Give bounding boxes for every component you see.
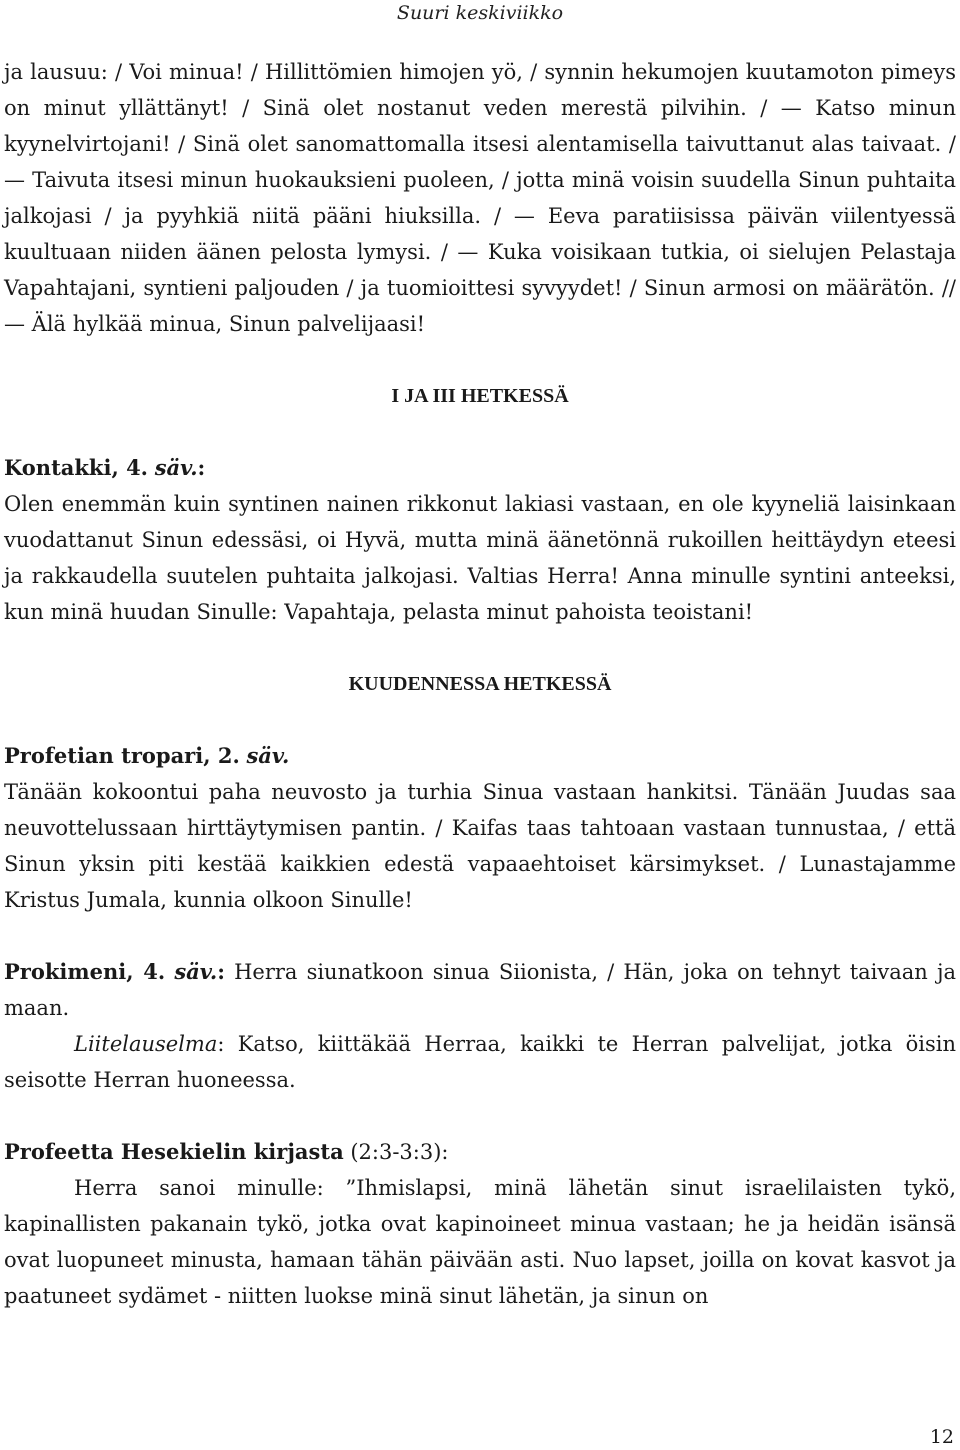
- section-heading-i-iii: I JA III HETKESSÄ: [391, 385, 569, 407]
- kontakki-sav: säv.: [154, 455, 198, 480]
- prokimeni-colon: :: [217, 959, 225, 984]
- reading-ref: (2:3-3:3):: [343, 1140, 449, 1164]
- section-heading-vi: KUUDENNESSA HETKESSÄ: [348, 673, 612, 695]
- reading-heading: [4, 1134, 956, 1170]
- running-header: Suuri keskiviikko: [396, 2, 564, 24]
- reading-title: Profeetta Hesekielin kirjasta: [4, 1139, 344, 1164]
- intro-paragraph: ja lausuu: / Voi minua! / Hillittömien himojen yö, / synnin hekumojen kuutamoton pimeys on minut yllättänyt! / Sinä olet nostanut veden merestä pilvihin. / — Katso minun kyynelvirtojani! / Sinä olet sanomattomalla itsesi alentamisella taivuttanut alas taivaat. / — Taivuta itsesi minun huokauksieni puoleen, / jotta minä voisin suudella Sinun puhtaita jalkojasi / ja pyyhkiä niitä pääni hiuksilla. / — Eeva paratiisissa päivän viilentyessä kuultuaan niiden äänen pelosta lymysi. / — Kuka voisikaan tutkia, oi sielujen Pelastaja Vapahtajani, syntieni paljouden / ja tuomioittesi syvyydet! / Sinun armosi on määrätön. // — Älä hylkää minua, Sinun palvelijaasi!: [4, 60, 956, 336]
- prokimeni-sav: säv.: [174, 959, 218, 984]
- reading-text: Herra sanoi minulle: ”Ihmislapsi, minä lähetän sinut israelilaisten tykö, kapinallisten pakanain tykö, jotka ovat kapinoineet minua vastaan; he ja heidän isänsä ovat luopuneet minusta, hamaan tähän päivään asti. Nuo lapset, joilla on kovat kasvot ja paatuneet sydämet - niitten luokse minä sinut lähetän, ja sinun on: [4, 1176, 956, 1308]
- tropari-title: Profetian tropari, 2.: [4, 743, 240, 768]
- kontakki-label: [4, 450, 956, 486]
- kontakki-text: Olen enemmän kuin syntinen nainen rikkonut lakiasi vastaan, en ole kyyneliä laisinkaan vuodattanut Sinun edessäsi, oi Hyvä, mutta minä äänetönnä rukoillen heittäydyn eteesi ja rakkaudella suutelen puhtaita jalkojasi. Valtias Herra! Anna minulle syntini anteeksi, kun minä huudan Sinulle: Vapahtaja, pelasta minut pahoista teoistani!: [4, 492, 956, 624]
- tropari-label: [4, 738, 956, 774]
- page-number: 12: [929, 1426, 954, 1448]
- kontakki-colon: :: [197, 455, 206, 480]
- tropari-sav: säv.: [246, 743, 290, 768]
- prokimeni-paragraph: [4, 954, 956, 1026]
- liitelauselma-paragraph: [4, 1026, 956, 1098]
- page-content: [4, 54, 956, 1314]
- liitelauselma-label: Liitelauselma: [74, 1032, 218, 1056]
- prokimeni-title: Prokimeni, 4.: [4, 959, 166, 984]
- kontakki-title: Kontakki, 4.: [4, 455, 148, 480]
- liitelauselma-text: : Katso, kiittäkää Herraa, kaikki te Herran palvelijat, jotka öisin seisotte Herran huoneessa.: [4, 1032, 956, 1092]
- tropari-text: Tänään kokoontui paha neuvosto ja turhia Sinua vastaan hankitsi. Tänään Juudas saa neuvottelussaan hirttäytymisen pantin. / Kaifas taas tahtoaan vastaan tunnustaa, / että Sinun yksin piti kestää kaikkien edestä vapaaehtoiset kärsimykset. / Lunastajamme Kristus Jumala, kunnia olkoon Sinulle!: [4, 780, 956, 912]
- prokimeni-text: Herra siunatkoon sinua Siionista, / Hän, joka on tehnyt taivaan ja maan.: [4, 960, 956, 1020]
